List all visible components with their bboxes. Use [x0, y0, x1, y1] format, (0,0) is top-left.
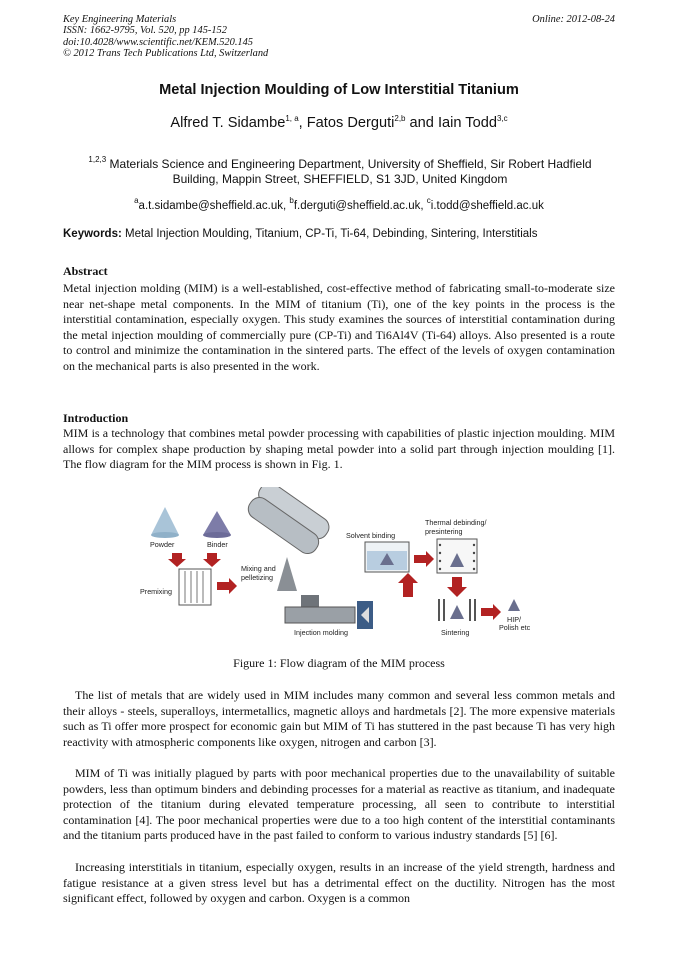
pellet-pile: [277, 557, 297, 591]
thermal-label-1: Thermal debinding/: [425, 518, 487, 527]
powder-cone: [151, 507, 179, 535]
keywords-text: Metal Injection Moulding, Titanium, CP-Ti, Ti-64, Debinding, Sintering, Interstitials: [125, 228, 538, 240]
author-line: Alfred T. Sidambe$^{1, a}$, Fatos Derguti$^{2,b}$ and Iain Todd$^{3,c}$: [170, 114, 508, 131]
body-paragraph-3: Increasing interstitials in titanium, especially oxygen, results in an increase of the yield strength, hardness and fatigue resistance at a given stress level but has a detrimental effect on the ductility. Nitrogen has the most significant effect, followed by oxygen and carbon. Oxygen is a common: [63, 860, 615, 906]
author-1-sup: 1, a: [285, 114, 299, 123]
arrow-to-mixer: [217, 578, 237, 594]
email-3-sup: c: [426, 196, 431, 205]
mim-flow-diagram: [137, 487, 537, 639]
arrow-to-thermal: [414, 551, 434, 567]
binder-label: Binder: [207, 540, 228, 549]
journal-name: Key Engineering Materials: [63, 14, 177, 25]
email-1[interactable]: a.t.sidambe@sheffield.ac.uk: [138, 200, 283, 212]
body-paragraph-1: The list of metals that are widely used in MIM includes many common and several less common metals and their alloys - steels, superalloys, intermetallics, magnetic alloys and hardmetals [2]. The more expensive materials such as Ti offer more prospect for economic gain but MIM of Ti has stuttered in the past because Ti has very high reactivity with atmospheric components like oxygen, nitrogen and carbon [3].: [63, 688, 615, 749]
email-line: $^a$a.t.sidambe@sheffield.ac.uk, $^b$f.derguti@sheffield.ac.uk, $^c$i.todd@sheffield.ac.uk: [134, 196, 544, 212]
body-paragraph-2: MIM of Ti was initially plagued by parts with poor mechanical properties due to the unavailability of suitable powders, less than optimum binders and debinding processes for a material as reactive as titanium, and inadequate protection of the titanium during elevated temperature processing, all seen to contribute to interstitial contamination [4]. The poor mechanical properties were due to a too high content of the interstitial contaminants and the titanium parts produced have in the past failed to conform to various industry standards [5] [6].: [63, 766, 615, 843]
author-3-sup: 3,c: [496, 114, 508, 123]
solvent-label: Solvent binding: [346, 531, 396, 540]
pelletizing-label: pelletizing: [241, 573, 273, 582]
thermal-label-2: presintering: [425, 527, 463, 536]
premixing-label: Premixing: [140, 587, 172, 596]
arrow-powder-down: [168, 553, 186, 567]
abstract-heading: Abstract: [63, 264, 108, 278]
email-2-sup: b: [289, 196, 294, 205]
arrow-to-hip: [481, 604, 501, 620]
introduction-heading: Introduction: [63, 411, 129, 425]
email-3[interactable]: i.todd@sheffield.ac.uk: [430, 200, 544, 212]
arrow-binder-down: [203, 553, 221, 567]
hip-label-2: Polish etc: [499, 623, 531, 632]
page-header: [63, 14, 615, 60]
introduction-text: MIM is a technology that combines metal powder processing with capabilities of plastic injection moulding. MIM allows for complex shape production by shaping metal powder into a solid part through injection moulding [1]. The flow diagram for the MIM process is shown in Fig. 1.: [63, 426, 615, 472]
hip-label-1: HIP/: [507, 615, 521, 624]
figure-caption: Figure 1: Flow diagram of the MIM process: [233, 656, 445, 670]
issn-line: ISSN: 1662-9795, Vol. 520, pp 145-152: [63, 25, 227, 37]
injection-label: Injection molding: [294, 628, 348, 637]
abstract-text: Metal injection molding (MIM) is a well-established, cost-effective method of fabricating small-to-moderate size near net-shape metal components. In the MIM of titanium (Ti), one of the key points in the process is the interstitial contamination, especially oxygen. This study examines the sources of interstitial contamination during the metal injection moulding of commercially pure (CP-Ti) and Ti6Al4V (Ti-64) alloys. Also presented is a route to control and minimize the contamination in the sintered parts. The effect of the levels of oxygen contamination on the mechanical parts is also presented in the work.: [63, 281, 615, 373]
affiliation: [70, 152, 610, 187]
author-2: Fatos Derguti: [306, 115, 395, 131]
binder-cone: [203, 511, 231, 535]
arrow-up-to-solvent: [398, 573, 418, 597]
keywords-label: Keywords:: [63, 228, 122, 240]
author-2-sup: 2,b: [394, 114, 406, 123]
author-and: and: [405, 115, 438, 131]
sinter-part: [450, 605, 464, 619]
sintering-label: Sintering: [441, 628, 470, 637]
keywords: [63, 228, 615, 240]
online-date: Online: 2012-08-24: [532, 14, 615, 25]
powder-label: Powder: [150, 540, 175, 549]
arrow-down-to-sinter: [447, 577, 467, 597]
injection-barrel: [285, 607, 355, 623]
doi-line: doi:10.4028/www.scientific.net/KEM.520.145: [63, 36, 253, 48]
email-1-sup: a: [134, 196, 139, 205]
mixing-label: Mixing and: [241, 564, 276, 573]
email-2[interactable]: f.derguti@sheffield.ac.uk: [293, 200, 421, 212]
mixer: [244, 487, 332, 557]
affiliation-text: Materials Science and Engineering Department, University of Sheffield, Sir Robert Hadfield Building, Mappin Street, SHEFFIELD, S1 3JD, United Kingdom: [109, 157, 592, 186]
copyright-line: © 2012 Trans Tech Publications Ltd, Switzerland: [63, 48, 269, 60]
paper-title: Metal Injection Moulding of Low Interstitial Titanium: [159, 82, 519, 98]
author-1: Alfred T. Sidambe: [170, 115, 286, 131]
author-3: Iain Todd: [437, 115, 497, 131]
premixing-box: [179, 569, 211, 605]
hip-part: [508, 599, 520, 611]
affiliation-sup: 1,2,3: [88, 155, 107, 164]
